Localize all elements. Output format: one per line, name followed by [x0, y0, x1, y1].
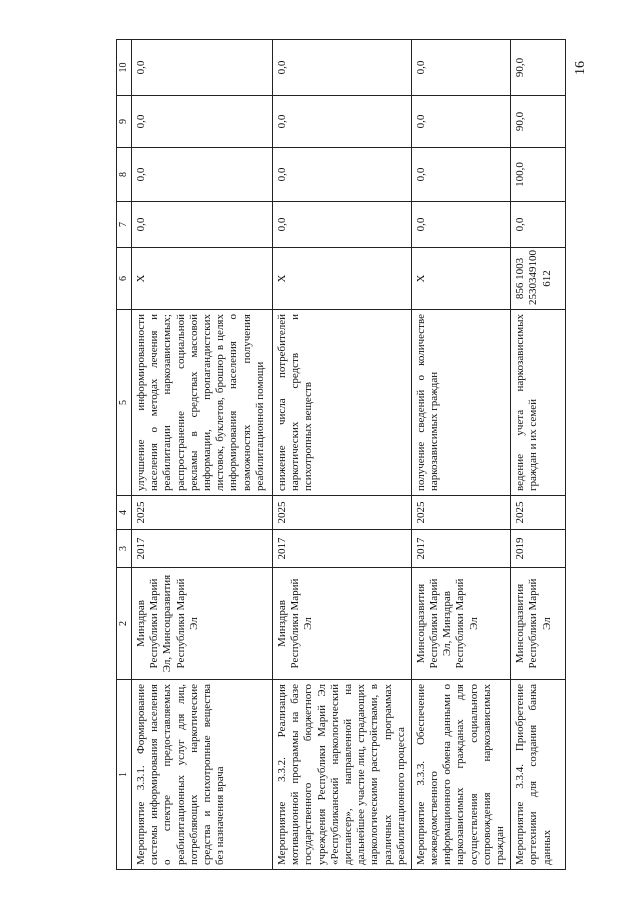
column-number: 4 [117, 496, 132, 530]
column-number: 8 [117, 148, 132, 202]
expected-result: улучшение информированности населения о методах лечения и реабилитации наркозависимых; распространение социальной рекламы в средствах массовой информации, пропагандистских листовок, буклетов, брошюр в целях информирования населения о возможностях получения реабилитационной помощи [132, 310, 273, 496]
responsible-executor: Минсоцразвития Республики Марий Эл [511, 568, 566, 680]
funding-value: 0,0 [132, 96, 273, 148]
funding-value: 0,0 [273, 148, 412, 202]
column-number: 10 [117, 40, 132, 96]
page-number: 16 [573, 61, 588, 75]
column-number: 5 [117, 310, 132, 496]
program-measures-table [116, 39, 566, 870]
funding-value: 0,0 [511, 202, 566, 248]
table-row [132, 40, 273, 870]
budget-code: X [132, 248, 273, 310]
funding-value: 0,0 [411, 96, 510, 148]
column-number: 9 [117, 96, 132, 148]
expected-result: ведение учета наркозависимых граждан и их семей [511, 310, 566, 496]
budget-code: X [273, 248, 412, 310]
landscape-sheet [116, 40, 586, 870]
funding-value: 100,0 [511, 148, 566, 202]
start-year: 2019 [511, 530, 566, 568]
responsible-executor: Минздрав Республики Марий Эл, Минсоцразвития Республики Марий Эл [132, 568, 273, 680]
funding-value: 90,0 [511, 40, 566, 96]
funding-value: 0,0 [273, 40, 412, 96]
column-number: 2 [117, 568, 132, 680]
funding-value: 0,0 [411, 40, 510, 96]
funding-value: 0,0 [411, 202, 510, 248]
column-number: 7 [117, 202, 132, 248]
column-number-row [117, 40, 132, 870]
funding-value: 0,0 [411, 148, 510, 202]
funding-value: 0,0 [273, 202, 412, 248]
measure-name: Мероприятие 3.3.1. Формирование системы информирования населения о спектре предоставляемых реабилитационных услуг для лиц, потребляющих наркотические средства и психотропные вещества без назначения врача [132, 680, 273, 870]
measure-name: Мероприятие 3.3.4. Приобретение оргтехники для создания банка данных [511, 680, 566, 870]
responsible-executor: Минсоцразвития Республики Марий Эл, Минздрав Республики Марий Эл [411, 568, 510, 680]
start-year: 2017 [132, 530, 273, 568]
expected-result: получение сведений о количестве наркозависимых граждан [411, 310, 510, 496]
start-year: 2017 [273, 530, 412, 568]
measure-name: Мероприятие 3.3.3. Обеспечение межведомственного информационного обмена данными о наркозависимых гражданах для осуществления социального сопровождения наркозависимых граждан [411, 680, 510, 870]
table-row [411, 40, 510, 870]
funding-value: 0,0 [273, 96, 412, 148]
end-year: 2025 [511, 496, 566, 530]
expected-result: снижение числа потребителей наркотических средств и психотропных веществ [273, 310, 412, 496]
funding-value: 0,0 [132, 202, 273, 248]
column-number: 3 [117, 530, 132, 568]
funding-value: 0,0 [132, 40, 273, 96]
responsible-executor: Минздрав Республики Марий Эл [273, 568, 412, 680]
table-row [511, 40, 566, 870]
budget-code: X [411, 248, 510, 310]
end-year: 2025 [132, 496, 273, 530]
budget-code: 856 1003 2530349100 612 [511, 248, 566, 310]
measure-name: Мероприятие 3.3.2. Реализация мотивационной программы на базе государственного бюджетного учреждения Республики Марий Эл «Республиканский наркологический диспансер», направленной на дальнейшее участие лиц, страдающих наркологическими расстройствами, в различных программах реабилитационного процесса [273, 680, 412, 870]
funding-value: 90,0 [511, 96, 566, 148]
end-year: 2025 [273, 496, 412, 530]
start-year: 2017 [411, 530, 510, 568]
column-number: 1 [117, 680, 132, 870]
column-number: 6 [117, 248, 132, 310]
end-year: 2025 [411, 496, 510, 530]
table-row [273, 40, 412, 870]
funding-value: 0,0 [132, 148, 273, 202]
